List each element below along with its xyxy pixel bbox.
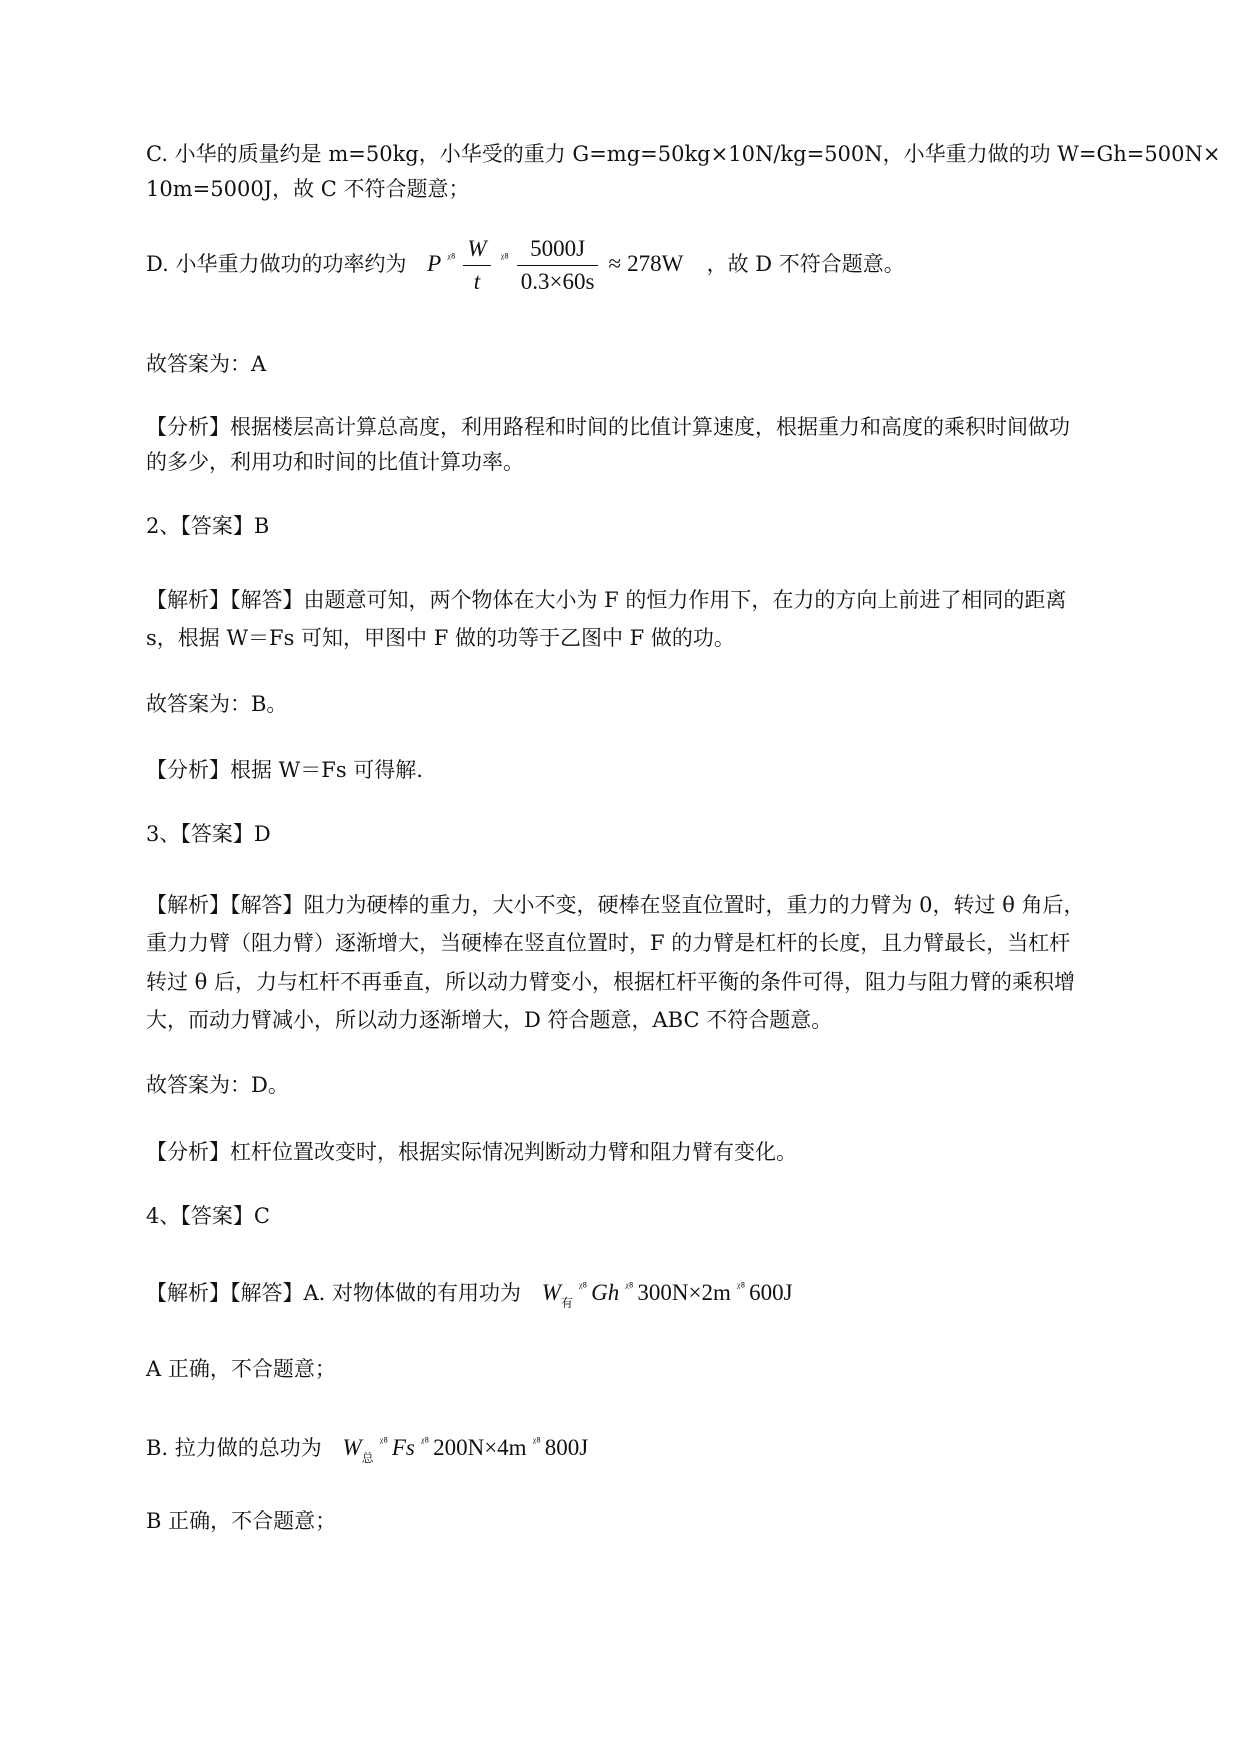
symbol-fs: Fs (391, 1435, 415, 1460)
subscript-useful: 有 (560, 1296, 573, 1310)
power-result: 278W (627, 251, 683, 276)
symbol-p: P (427, 251, 442, 276)
text-line-18: 【分析】杠杆位置改变时，根据实际情况判断动力臂和阻力臂有变化。 (146, 1140, 797, 1164)
text-line-useful-work (146, 1273, 793, 1317)
text-line-14: 重力力臂（阻力臂）逐渐增大，当硬棒在竖直位置时，F 的力臂是杠杆的长度，且力臂最长，当杠杆 (146, 931, 1071, 955)
text-line-5: 【分析】根据楼层高计算总高度，利用路程和时间的比值计算速度，根据重力和高度的乘积时间做功 (146, 415, 1070, 439)
text-line-17: 故答案为：D。 (146, 1073, 289, 1097)
text-line-23: B 正确，不合题意； (146, 1509, 337, 1533)
equals-glyph: ᵡ⁸ (532, 1434, 541, 1449)
symbol-gh: Gh (591, 1280, 620, 1305)
equals-glyph: ᵡ⁸ (736, 1279, 746, 1294)
total-work-label: B. 拉力做的总功为 (146, 1436, 322, 1460)
fraction-numerator-work: 5000J (517, 234, 599, 266)
text-line-power (146, 228, 905, 297)
text-line-1: C. 小华的质量约是 m=50kg，小华受的重力 G=mg=50kg×10N/kg=500N，小华重力做的功 W=Gh=500N× (146, 142, 1221, 166)
text-line-6: 的多少，利用功和时间的比值计算功率。 (146, 450, 524, 474)
equals-glyph: ᵡ⁸ (500, 250, 509, 265)
equals-glyph: ᵡ⁸ (447, 250, 456, 265)
useful-work-label: 【解析】【解答】A. 对物体做的有用功为 (146, 1281, 522, 1305)
text-line-16: 大，而动力臂减小，所以动力逐渐增大，D 符合题意，ABC 不符合题意。 (146, 1008, 833, 1032)
total-work-formula (342, 1434, 589, 1465)
useful-work-formula (541, 1279, 793, 1310)
subscript-total: 总 (361, 1451, 374, 1465)
fraction-numerator-w: W (463, 234, 490, 266)
fraction-denominator-time: 0.3×60s (520, 269, 595, 295)
total-work-product: 200N×4m (433, 1435, 527, 1460)
equals-glyph: ᵡ⁸ (578, 1279, 588, 1294)
answer-3-heading: 3、【答案】D (146, 822, 271, 846)
text-line-13: 【解析】【解答】阻力为硬棒的重力，大小不变，硬棒在竖直位置时，重力的力臂为 0，转过 θ 角后， (146, 893, 1085, 917)
text-line-total-work (146, 1428, 588, 1472)
text-line-11: 【分析】根据 W＝Fs 可得解. (146, 758, 423, 782)
useful-work-result: 600J (749, 1280, 793, 1305)
approx-sign: ≈ (608, 251, 622, 276)
symbol-w: W (541, 1280, 561, 1305)
text-line-2: 10m=5000J，故 C 不符合题意； (146, 177, 470, 201)
fraction-w-over-t (463, 234, 490, 297)
answer-2-heading: 2、【答案】B (146, 514, 270, 538)
total-work-result: 800J (544, 1435, 589, 1460)
text-line-10: 故答案为：B。 (146, 692, 288, 716)
text-line-9: s，根据 W＝Fs 可知，甲图中 F 做的功等于乙图中 F 做的功。 (146, 626, 735, 650)
equals-glyph: ᵡ⁸ (625, 1279, 634, 1294)
fraction-work-over-time (517, 234, 599, 297)
fraction-denominator-t: t (473, 269, 481, 295)
answer-4-heading: 4、【答案】C (146, 1204, 270, 1228)
equals-glyph: ᵡ⁸ (420, 1434, 430, 1449)
text-line-4: 故答案为：A (146, 352, 267, 376)
power-conclusion: ，故 D 不符合题意。 (706, 252, 905, 276)
useful-work-product: 300N×2m (637, 1280, 731, 1305)
symbol-w: W (342, 1435, 362, 1460)
power-label: D. 小华重力做功的功率约为 (146, 252, 407, 276)
text-line-21: A 正确，不合题意； (146, 1357, 336, 1381)
text-line-8: 【解析】【解答】由题意可知，两个物体在大小为 F 的恒力作用下，在力的方向上前进了相同的距离 (146, 588, 1067, 612)
equals-glyph: ᵡ⁸ (379, 1434, 388, 1449)
text-line-15: 转过 θ 后，力与杠杆不再垂直，所以动力臂变小，根据杠杆平衡的条件可得，阻力与阻力臂的乘积增 (146, 970, 1075, 994)
